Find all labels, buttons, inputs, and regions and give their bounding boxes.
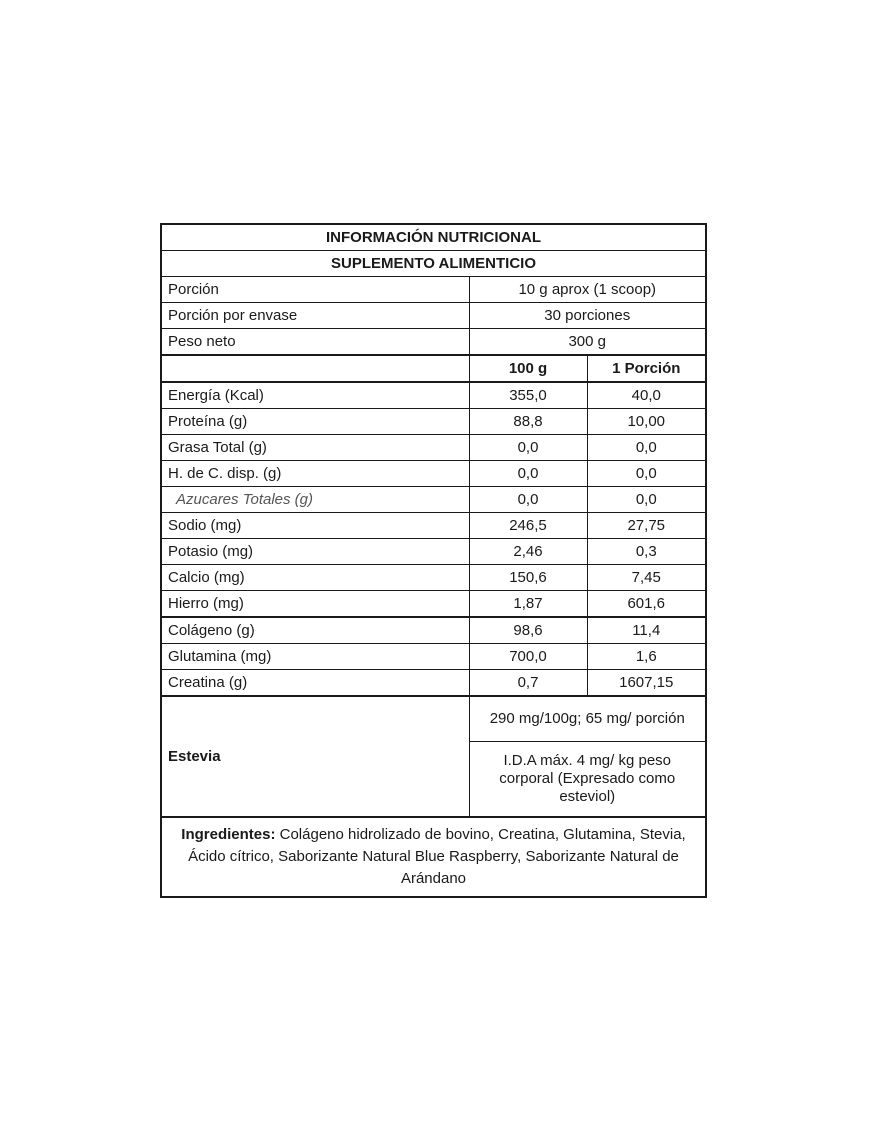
nutrient-name: Hierro (mg)	[161, 591, 469, 618]
nutrient-per100: 0,0	[469, 461, 587, 487]
nutrient-per100: 150,6	[469, 565, 587, 591]
nutrient-name: Energía (Kcal)	[161, 382, 469, 409]
table-row	[161, 487, 706, 513]
nutrient-name: Calcio (mg)	[161, 565, 469, 591]
table-row	[161, 670, 706, 697]
nutrient-per100: 355,0	[469, 382, 587, 409]
serving-row	[161, 277, 706, 303]
nutrient-per100: 1,87	[469, 591, 587, 618]
nutrient-per100: 246,5	[469, 513, 587, 539]
table-row	[161, 513, 706, 539]
net-weight-value: 300 g	[469, 329, 706, 356]
nutrient-per100: 0,0	[469, 435, 587, 461]
nutrient-portion: 0,0	[587, 487, 706, 513]
nutrient-per100: 98,6	[469, 617, 587, 644]
table-row	[161, 382, 706, 409]
table-row	[161, 591, 706, 618]
table-row	[161, 539, 706, 565]
ingredients-cell	[161, 817, 706, 897]
nutrient-portion: 27,75	[587, 513, 706, 539]
table-row	[161, 565, 706, 591]
table-row	[161, 435, 706, 461]
nutrient-portion: 0,3	[587, 539, 706, 565]
column-header-empty	[161, 355, 469, 382]
nutrient-portion: 601,6	[587, 591, 706, 618]
net-weight-label: Peso neto	[161, 329, 469, 356]
nutrient-portion: 40,0	[587, 382, 706, 409]
nutrient-name: Colágeno (g)	[161, 617, 469, 644]
nutrient-name: Grasa Total (g)	[161, 435, 469, 461]
nutrient-per100: 0,0	[469, 487, 587, 513]
servings-per-container-label: Porción por envase	[161, 303, 469, 329]
nutrient-portion: 1,6	[587, 644, 706, 670]
table-row	[161, 461, 706, 487]
estevia-row	[161, 696, 706, 742]
column-header-per-portion: 1 Porción	[587, 355, 706, 382]
estevia-amount: 290 mg/100g; 65 mg/ porción	[469, 696, 706, 742]
nutrient-name: Potasio (mg)	[161, 539, 469, 565]
servings-per-container-value: 30 porciones	[469, 303, 706, 329]
ingredients-text: Colágeno hidrolizado de bovino, Creatina, Glutamina, Stevia, Ácido cítrico, Saborizante Natural Blue Raspberry, Saborizante Natural de Arándano	[188, 826, 686, 887]
table-row	[161, 644, 706, 670]
nutrient-name: Glutamina (mg)	[161, 644, 469, 670]
nutrient-name: Proteína (g)	[161, 409, 469, 435]
table-row	[161, 409, 706, 435]
column-header-row	[161, 355, 706, 382]
nutrient-per100: 700,0	[469, 644, 587, 670]
ingredients-label: Ingredientes:	[181, 826, 276, 843]
estevia-ida: I.D.A máx. 4 mg/ kg peso corporal (Expresado como esteviol)	[469, 742, 706, 818]
nutrient-name: Creatina (g)	[161, 670, 469, 697]
nutrient-per100: 2,46	[469, 539, 587, 565]
serving-label: Porción	[161, 277, 469, 303]
estevia-label: Estevia	[161, 696, 469, 817]
nutrient-portion: 11,4	[587, 617, 706, 644]
nutrient-name: H. de C. disp. (g)	[161, 461, 469, 487]
table-row	[161, 617, 706, 644]
nutrient-portion: 7,45	[587, 565, 706, 591]
nutrient-per100: 88,8	[469, 409, 587, 435]
servings-per-container-row	[161, 303, 706, 329]
table-subtitle: SUPLEMENTO ALIMENTICIO	[161, 251, 706, 277]
ingredients-row	[161, 817, 706, 897]
nutrient-portion: 0,0	[587, 435, 706, 461]
nutrient-per100: 0,7	[469, 670, 587, 697]
serving-value: 10 g aprox (1 scoop)	[469, 277, 706, 303]
nutrient-portion: 0,0	[587, 461, 706, 487]
column-header-per100: 100 g	[469, 355, 587, 382]
net-weight-row	[161, 329, 706, 356]
nutrient-portion: 1607,15	[587, 670, 706, 697]
table-title: INFORMACIÓN NUTRICIONAL	[161, 224, 706, 251]
nutrient-name: Sodio (mg)	[161, 513, 469, 539]
nutrient-name: Azucares Totales (g)	[161, 487, 469, 513]
nutrient-portion: 10,00	[587, 409, 706, 435]
nutrition-facts-table	[160, 223, 707, 898]
